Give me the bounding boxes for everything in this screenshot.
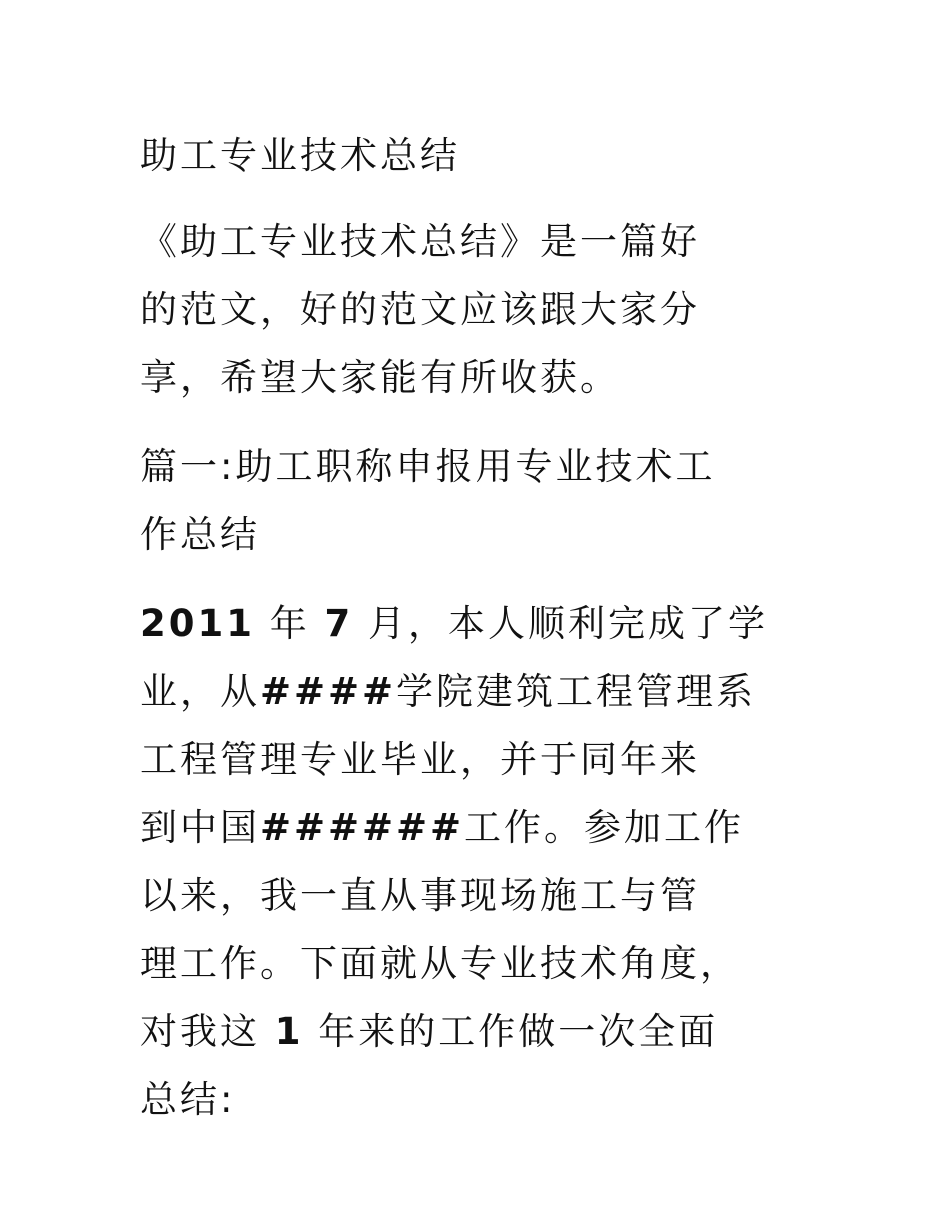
intro-line: 享，希望大家能有所收获。 (140, 356, 620, 399)
year-number: 2011 (140, 602, 255, 645)
body-text-segment: 年来的工作做一次全面 (303, 1010, 719, 1053)
body-text-segment: 业，从 (140, 670, 260, 713)
section-heading (140, 433, 715, 569)
month-number: 7 (324, 602, 354, 645)
body-line (140, 658, 768, 726)
intro-line: 的范文，好的范文应该跟大家分 (140, 288, 700, 331)
intro-paragraph (140, 208, 700, 412)
body-line (140, 998, 768, 1066)
body-text-segment: 月，本人顺利完成了学 (353, 602, 769, 645)
redacted-company-name: ###### (260, 806, 465, 849)
years-number: 1 (274, 1010, 304, 1053)
body-line: 理工作。下面就从专业技术角度， (140, 942, 740, 985)
body-paragraph (140, 590, 768, 1134)
title-line: 助工专业技术总结 (140, 134, 460, 177)
section-heading-line: 作总结 (140, 513, 260, 556)
body-text-segment: 学院建筑工程管理系 (396, 670, 757, 713)
body-line: 以来，我一直从事现场施工与管 (140, 874, 700, 917)
body-line (140, 590, 768, 658)
body-line (140, 794, 768, 862)
body-text-segment: 年 (254, 602, 325, 645)
body-text-segment: 到中国 (140, 806, 260, 849)
body-text-segment: 对我这 (140, 1010, 275, 1053)
body-text-segment: 工作。参加工作 (464, 806, 745, 849)
intro-line: 《助工专业技术总结》是一篇好 (140, 220, 700, 263)
section-heading-line: 篇一:助工职称申报用专业技术工 (140, 445, 716, 488)
body-line: 总结: (140, 1078, 236, 1121)
redacted-school-name: #### (260, 670, 397, 713)
document-title (140, 122, 460, 190)
body-line: 工程管理专业毕业，并于同年来 (140, 738, 700, 781)
